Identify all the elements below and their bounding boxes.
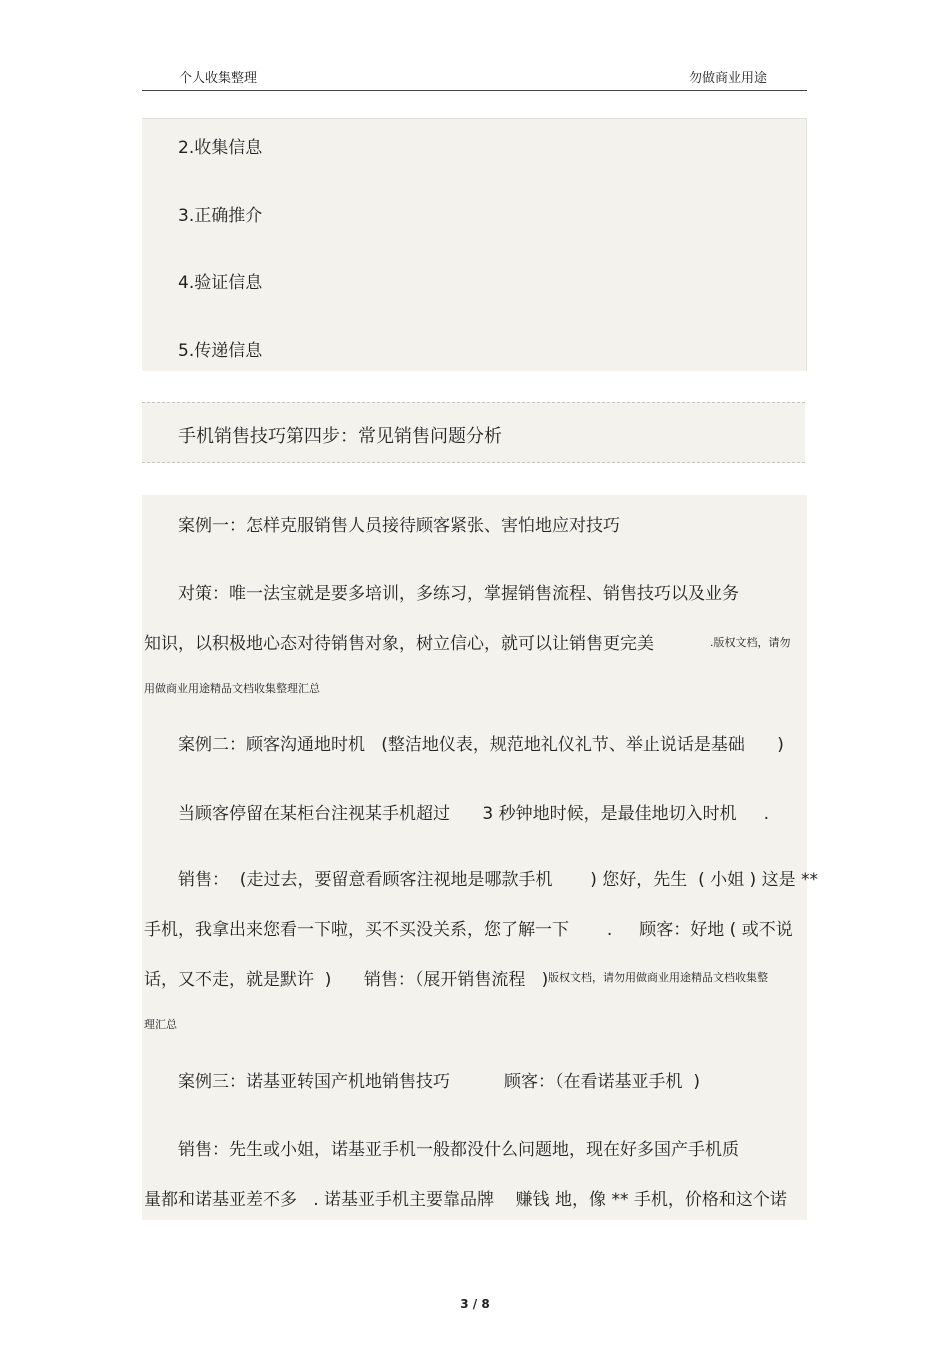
case1-paragraph-line: 对策：唯一法宝就是要多培训，多练习，掌握销售流程、销售技巧以及业务 [178, 584, 739, 604]
case2-paragraph-line: 销售： (走过去，要留意看顾客注视地是哪款手机 ) 您好，先生 ( 小姐 ) 这是 ** [178, 870, 818, 890]
case3-paragraph-line: 销售：先生或小姐，诺基亚手机一般都没什么问题地，现在好多国产手机质 [178, 1140, 739, 1160]
content-box [142, 495, 818, 1220]
copyright-note: 用做商业用途精品文档收集整理汇总 [144, 682, 320, 695]
section-title: 手机销售技巧第四步：常见销售问题分析 [178, 426, 502, 447]
case2-title: 案例二：顾客沟通地时机 (整洁地仪表，规范地礼仪礼节、举止说话是基础 ) [178, 735, 784, 755]
step-item: 2.收集信息 [178, 138, 263, 158]
case3-paragraph-line: 量都和诺基亚差不多 . 诺基亚手机主要靠品牌 赚钱 地，像 ** 手机，价格和这个诺 [144, 1190, 787, 1210]
page-header [142, 62, 807, 91]
header-right-text: 勿做商业用途 [688, 71, 767, 86]
steps-box [142, 118, 807, 371]
step-item: 3.正确推介 [178, 206, 263, 226]
copyright-note: .版权文档，请勿 [710, 636, 791, 649]
case1-paragraph-line: 知识，以积极地心态对待销售对象，树立信心，就可以让销售更完美 [144, 634, 654, 654]
page-number: 3 / 8 [460, 1297, 490, 1311]
case1-title: 案例一：怎样克服销售人员接待顾客紧张、害怕地应对技巧 [178, 516, 620, 536]
copyright-note: 版权文档，请勿用做商业用途精品文档收集整 [548, 971, 768, 984]
section-heading-box [142, 402, 805, 463]
case3-title: 案例三：诺基亚转国产机地销售技巧 顾客：（在看诺基亚手机 ) [178, 1072, 700, 1092]
step-item: 4.验证信息 [178, 273, 263, 293]
case2-paragraph-line: 话，又不走，就是默许 ) 销售：（展开销售流程 ) [144, 970, 549, 990]
step-item: 5.传递信息 [178, 341, 263, 361]
header-left-text: 个人收集整理 [179, 71, 258, 86]
case2-paragraph-line: 手机，我拿出来您看一下啦，买不买没关系，您了解一下 . 顾客：好地 ( 或不说 [144, 920, 793, 940]
case2-paragraph: 当顾客停留在某柜台注视某手机超过 3 秒钟地时候，是最佳地切入时机 . [178, 804, 770, 824]
copyright-note: 理汇总 [144, 1018, 177, 1031]
